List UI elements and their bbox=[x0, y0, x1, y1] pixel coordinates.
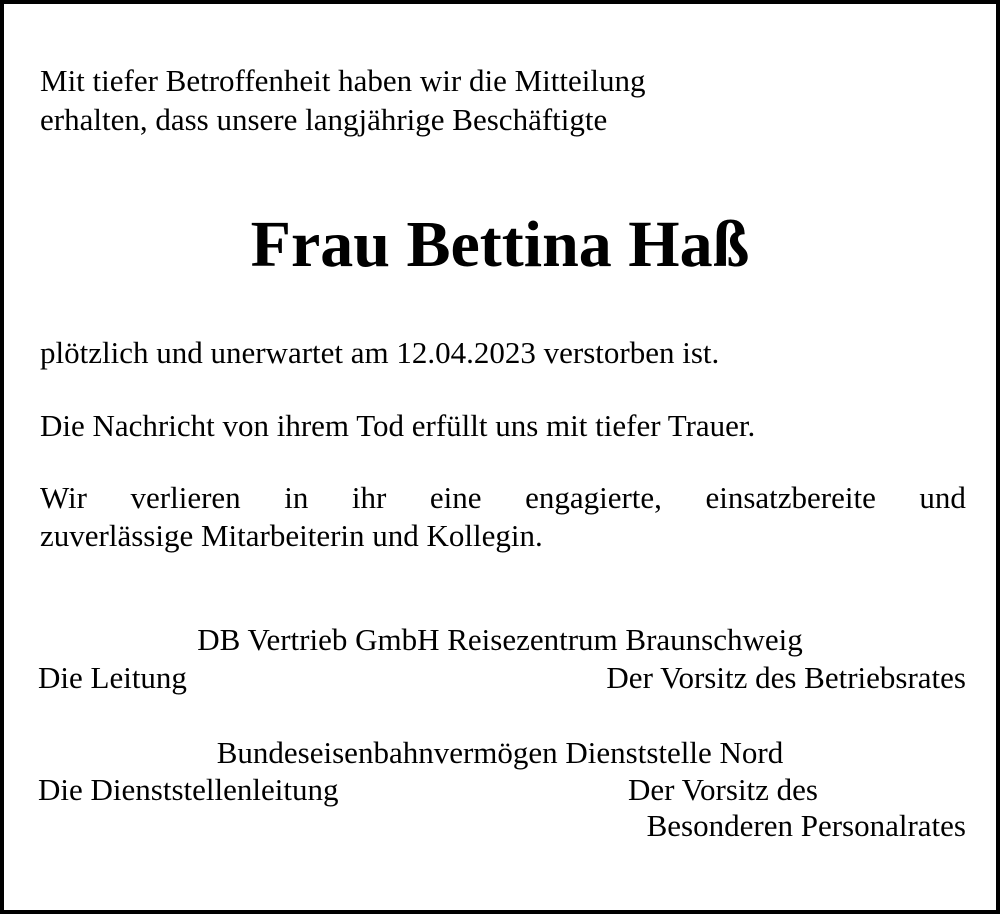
death-date-line: plötzlich und unerwartet am 12.04.2023 verstorben ist. bbox=[40, 335, 720, 370]
tribute-word: Wir bbox=[40, 480, 87, 515]
tribute-word: und bbox=[919, 480, 966, 515]
signatory-left: Die Leitung bbox=[38, 660, 187, 695]
deceased-name: Frau Bettina Haß bbox=[250, 208, 750, 281]
tribute-line-2: zuverlässige Mitarbeiterin und Kollegin. bbox=[40, 518, 543, 553]
organization-name: Bundeseisenbahnvermögen Dienststelle Nord bbox=[216, 735, 784, 770]
signatory-left: Die Dienststellenleitung bbox=[38, 772, 339, 807]
tribute-word: einsatzbereite bbox=[705, 480, 876, 515]
tribute-word: ihr bbox=[351, 480, 387, 515]
tribute-line-1 bbox=[40, 479, 966, 517]
signatory-right: Der Vorsitz des Betriebsrates bbox=[606, 660, 966, 695]
intro-line-1: Mit tiefer Betroffenheit haben wir die Mitteilung bbox=[40, 63, 646, 98]
tribute-word: eine bbox=[429, 480, 482, 515]
organization-name: DB Vertrieb GmbH Reisezentrum Braunschweig bbox=[197, 622, 803, 657]
tribute-word: in bbox=[284, 480, 309, 515]
tribute-word: engagierte, bbox=[525, 480, 662, 515]
grief-line: Die Nachricht von ihrem Tod erfüllt uns mit tiefer Trauer. bbox=[40, 408, 756, 443]
intro-line-2: erhalten, dass unsere langjährige Beschäftigte bbox=[40, 102, 608, 137]
tribute-word: verlieren bbox=[130, 480, 241, 515]
tribute-paragraph bbox=[40, 479, 966, 555]
signatory-right-line-2: Besonderen Personalrates bbox=[646, 808, 966, 843]
signatory-right-line-1: Der Vorsitz des bbox=[628, 772, 818, 807]
